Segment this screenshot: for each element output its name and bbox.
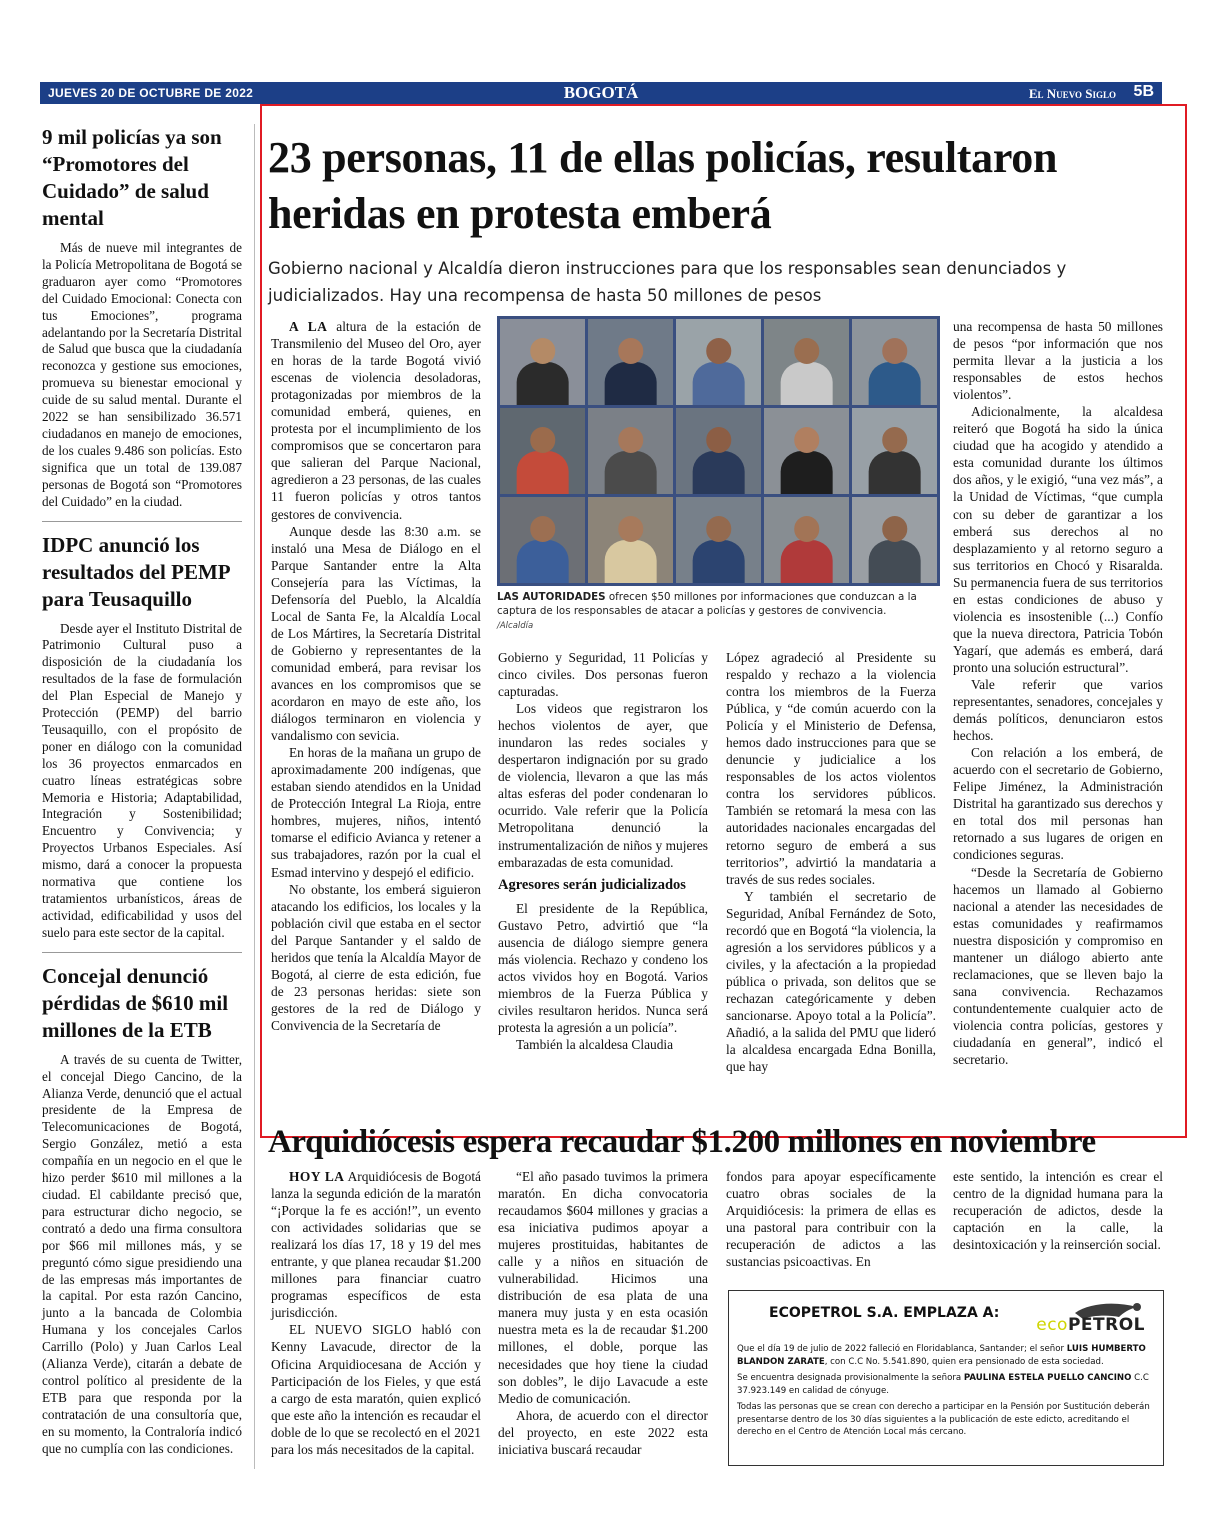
lead-paragraph: una recompensa de hasta 50 millones de pesos “por información que nos permita llevar a la justicia a los responsables de estos hechos violentos”.: [953, 319, 1163, 403]
photo-cell: [588, 319, 673, 405]
photo-cell: [500, 319, 585, 405]
lead-paragraph: En horas de la mañana un grupo de aproximadamente 200 indígenas, que estaban siendo atendidos en la Unidad de Protección Integral La Rioja, entre hombres, mujeres, niños, intentó tomarse el edificio Avianca y retener a sus trabajadores, razón por la cual el Esmad intervino y despejó el edificio.: [271, 745, 481, 880]
lead-paragraph: Vale referir que varios representantes, senadores, concejales y demás políticos, denunciaron estos hechos.: [953, 676, 1163, 744]
photo-cell: [852, 497, 937, 583]
brief-divider: [42, 952, 242, 953]
photo-credit: /Alcaldía: [497, 621, 534, 631]
story2-paragraph: Ahora, de acuerdo con el director del proyecto, en este 2022 esta iniciativa buscará recaudar: [498, 1407, 708, 1457]
lead-paragraph: Gobierno y Seguridad, 11 Policías y cinco civiles. Dos personas fueron capturadas.: [498, 650, 708, 700]
photo-cell: [852, 319, 937, 405]
photo-cell: [676, 497, 761, 583]
brief-title: 9 mil policías ya son “Promotores del Cuidado” de salud mental: [42, 125, 222, 230]
lead-column-1: [271, 318, 481, 1034]
photo-cell: [852, 408, 937, 494]
lead-kicker: A LA: [289, 319, 328, 334]
lead-paragraph: El presidente de la República, Gustavo Petro, advirtió que “la ausencia de diálogo siempre genera más violencia. Rechazo y condeno los actos vividos hoy en Bogotá. Varios miembros de la Fuerza Pública y civiles resultaron heridos. Nunca será protesta la agresión a un policía”.: [498, 900, 708, 1035]
photo-cell: [676, 408, 761, 494]
photo-cell: [588, 497, 673, 583]
page-number: 5B: [1133, 83, 1154, 100]
story2-column-3: [726, 1168, 936, 1270]
newspaper-brand: El Nuevo Siglo: [1028, 86, 1116, 101]
story2-paragraph: HOY LA Arquidiócesis de Bogotá lanza la segunda edición de la maratón “¡Porque la fe es acción!”, un evento con actividades solidarias que se realizará los días 17, 18 y 19 del mes entrante, y que planea recaudar $1.200 millones para financiar cuatro programas específicos de esta jurisdicción.: [271, 1169, 481, 1321]
caption-text: ofrecen $50 millones por informaciones que conduzcan a la captura de los responsables de atacar a policías y gestores de convivencia.: [497, 591, 917, 617]
story2-column-4: [953, 1168, 1163, 1253]
column-divider: [254, 124, 255, 1469]
issue-date: JUEVES 20 DE OCTUBRE DE 2022: [48, 86, 254, 100]
lead-paragraph: López agradeció al Presidente su respaldo y rechazo a la violencia contra los miembros de la Fuerza Pública, y “de común acuerdo con la Policía y el Ministerio de Defensa, hemos dado instrucciones para que se denuncie y judicialice a los responsables de los actos violentos contra los servidores públicos. También se retomará la mesa con las autoridades nacionales encargadas del retorno seguro de emberá a sus territorios”, advirtió la mandataria a través de sus redes sociales.: [726, 650, 936, 887]
lead-paragraph: Adicionalmente, la alcaldesa reiteró que Bogotá ha sido la única ciudad que ha acogido y atendido a esta comunidad durante los últimos dos años, y le exigió, “una vez más”, a la Unidad de Víctimas, “que cumpla con su deber de garantizar a los emberá sus derechos al no desplazamiento y al retorno seguro a sus territorios en Chocó y Risaralda. Su permanencia fuera de sus territorios en estas condiciones de abuso y violencia es insostenible (...) Confío que la nueva directora, Patricia Tobón Yagarí, que además es emberá, dará pronto una solución estructural”.: [953, 404, 1163, 675]
story2-column-1: [271, 1168, 481, 1458]
lead-paragraph: “Desde la Secretaría de Gobierno hacemos un llamado al Gobierno nacional a atender las necesidades de estas comunidades y reafirmamos nuestra disposición y compromiso en mantener un diálogo abierto ante reclamaciones, que se lleven bajo la sana convivencia. Rechazamos contundentemente cualquier acto de violencia contra policías, gestores y ciudadanía en general”, indicó el secretario.: [953, 864, 1163, 1068]
lead-paragraph: También la alcaldesa Claudia: [516, 1036, 674, 1052]
notice-paragraph: Se encuentra designada provisionalmente la señora PAULINA ESTELA PUELLO CANCINO C.C 37.923.149 en calidad de cónyuge.: [737, 1373, 1149, 1396]
brief-policias: [42, 124, 242, 511]
notice-paragraph: Que el día 19 de julio de 2022 falleció en Floridablanca, Santander; el señor LUIS HUMBERTO BLANDON ZARATE, con C.C No. 5.541.890, quien era pensionado de esta sociedad.: [737, 1344, 1146, 1367]
brief-idpc: [42, 532, 242, 942]
notice-paragraph: Todas las personas que se crean con derecho a participar en la Pensión por Sustitución deberán presentarse dentro de los 30 días siguientes a la publicación de este edicto, acreditando el derecho en el Centro de Atención Local más cercano.: [737, 1402, 1150, 1437]
brief-text: Más de nueve mil integrantes de la Policía Metropolitana de Bogotá se graduaron ayer como “Promotores del Cuidado Emocional: Conecta con tus Emociones”, programa adelantando por la Secretaría Distrital de Salud que busca que la ciudadanía reconozca y gestione sus emociones, promueva su bienestar emocional y cuide de su salud mental. Durante el 2022 se han sensibilizado 36.571 ciudadanos en manejo de emociones, de los cuales 9.486 son policías. Esto significa que un total de 139.087 personas de Bogotá son “Promotores del Cuidado” en la ciudad.: [42, 240, 242, 509]
page-header: [40, 82, 1162, 104]
photo-caption: [497, 590, 942, 633]
brief-etb: [42, 963, 242, 1458]
photo-cell: [764, 497, 849, 583]
photo-cell: [676, 319, 761, 405]
brief-title: IDPC anunció los resultados del PEMP para Teusaquillo: [42, 532, 230, 611]
deceased-name: LUIS HUMBERTO BLANDON ZARATE: [737, 1344, 1146, 1367]
brief-title: Concejal denunció pérdidas de $610 mil millones de la ETB: [42, 963, 229, 1042]
photo-cell: [764, 408, 849, 494]
story2-paragraph: este sentido, la intención es crear el centro de la dignidad humana para la recuperación de adictos, desde la captación en la calle, la desintoxicación y la reinserción social.: [953, 1169, 1163, 1253]
lead-paragraph: Los videos que registraron los hechos violentos de ayer, que inundaron las redes sociales y despertaron indignación por su grado de violencia, llevaron a que las más altas esferas del poder condenaran lo ocurrido. Vale referir que la Policía Metropolitana denunció la instrumentalización de niños y mujeres embarazadas de esta comunidad.: [498, 701, 708, 870]
ecopetrol-notice: [728, 1290, 1164, 1466]
lead-paragraph: A LA altura de la estación de Transmilenio del Museo del Oro, ayer en horas de la tarde Bogotá vivió escenas de violencia desoladoras, protagonizadas por miembros de la comunidad emberá, quienes, en protesta por el incumplimiento de los compromisos que se concertaron para que salieran del Parque Nacional, agredieron a 23 personas, de las cuales 11 fueron policías y otros tantos gestores de convivencia.: [271, 319, 481, 522]
lead-paragraph: No obstante, los emberá siguieron atacando los edificios, los locales y la población civil que estaba en el sector del Parque Santander y el saldo de heridos que tenía la Alcaldía Mayor de Bogotá, al cierre de esta edición, fue de 23 personas heridas: siete son gestores de la red de Diálogo y Convivencia de la Secretaría de: [271, 881, 481, 1033]
lead-paragraph: Y también el secretario de Seguridad, Aníbal Fernández de Soto, recordó que en Bogotá “la violencia, la agresión a los servidores públicos y a civiles, y la afectación a la propiedad pública o privada, son delitos que se rechazan categóricamente y deben sancionarse. Apoyo total a la Policía”. Añadió, a la salida del PMU que lideró la alcaldesa encargada Edna Bonilla, que hay: [726, 888, 936, 1075]
notice-title: ECOPETROL S.A. EMPLAZA A:: [769, 1305, 1000, 1321]
lead-subheadline: Gobierno nacional y Alcaldía dieron instrucciones para que los responsables sean denunciados y judicializados. Hay una recompensa de hasta 50 millones de pesos: [268, 259, 1067, 305]
designee-name: PAULINA ESTELA PUELLO CANCINO: [963, 1373, 1132, 1383]
story2-column-2: [498, 1168, 708, 1458]
brief-divider: [42, 521, 242, 522]
notice-body: [737, 1343, 1155, 1443]
photo-cell: [588, 408, 673, 494]
photo-cell: [764, 319, 849, 405]
story2-paragraph: EL NUEVO SIGLO habló con Kenny Lavacude, director de la Oficina Arquidiocesana de Acción y Participación de los Fieles, y que está a cargo de esta maratón, quien explicó que este año la intención es recaudar el doble de lo que se recolectó en el 2021 para los más necesitados de la capital.: [271, 1322, 481, 1457]
section-name: BOGOTÁ: [563, 83, 639, 102]
lead-headline: 23 personas, 11 de ellas policías, resultaron heridas en protesta emberá: [268, 133, 1058, 238]
lead-paragraph: Con relación a los emberá, de acuerdo con el secretario de Gobierno, Felipe Jiménez, la Administración Distrital ha garantizado sus derechos y en total dos mil personas han retornado a sus lugares de origen en condiciones seguras.: [953, 745, 1163, 863]
story2-headline: Arquidiócesis espera recaudar $1.200 millones en noviembre: [268, 1124, 1096, 1160]
lead-column-2: [498, 649, 708, 1053]
brief-text: Desde ayer el Instituto Distrital de Patrimonio Cultural puso a disposición de la ciudadanía los resultados de la fase de formulación del Plan Especial de Manejo y Protección (PEMP) del barrio Teusaquillo, con el propósito de poner en diálogo con la comunidad los 36 proyectos enmarcados en cuatro líneas estratégicas sobre Memoria e Historia; Adaptabilidad, Integración y Sostenibilidad; Encuentro y Convivencia; y Proyectos Urbanos Especiales. Así mismo, dará a conocer la propuesta normativa que contiene los tratamientos urbanísticos, áreas de actividad, edificabilidad y usos del suelo para este sector de la capital.: [42, 620, 242, 940]
left-briefs-column: [42, 124, 242, 1457]
caption-lead: LAS AUTORIDADES: [497, 591, 606, 603]
lead-subhead: Agresores serán judicializados: [498, 876, 686, 893]
story2-paragraph: fondos para apoyar específicamente cuatro obras sociales de la Arquidiócesis: la primera de ellas es una pastoral para contribuir con la recuperación de adictos a las sustancias psicoactivas. En: [726, 1169, 936, 1270]
story2-kicker: HOY LA: [289, 1169, 345, 1184]
lead-paragraph: Aunque desde las 8:30 a.m. se instaló una Mesa de Diálogo en el Parque Santander entre la Alta Consejería para las Víctimas, la Defensoría del Pueblo, la Alcaldía Local de Santa Fe, la Alcaldía Local de Los Mártires, la Secretaría Distrital de Gobierno y representantes de la comunidad emberá, para revisar los avances en los compromisos que se acordaron en mayo de este año, los diálogos terminaron en violencia y vandalismo con sevicia.: [271, 523, 481, 744]
suspects-photo-grid: [497, 316, 940, 586]
lead-column-4: [953, 318, 1163, 1068]
photo-cell: [500, 497, 585, 583]
ecopetrol-logo-text: ecoPETROL: [1036, 1315, 1145, 1335]
photo-cell: [500, 408, 585, 494]
brief-text: A través de su cuenta de Twitter, el concejal Diego Cancino, de la Alianza Verde, denunció que el actual presidente de la Empresa de Telecomunicaciones de Bogotá, Sergio González, metió a esta compañía en un negocio en el que le hizo perder $610 mil millones a la ciudad. El cabildante precisó que, para estructurar dicho negocio, se contrató a dedo una firma consultora por $66 mil millones más, y se preguntó cómo sigue presidiendo una de las empresas más importantes de la capital. Por esta razón Cancino, junto a la bancada de Colombia Humana y los concejales Carlos Carrillo (Polo) y Juan Carlos Leal (Alianza Verde), citarán a debate de control político al presidente de la ETB para que responda por la contratación de una consultoría que, en su momento, la Contraloría indicó que no cumplía con las condiciones.: [42, 1051, 242, 1456]
lead-column-3: [726, 649, 936, 1075]
story2-paragraph: “El año pasado tuvimos la primera maratón. En dicha convocatoria recaudamos $604 millones y gracias a esa iniciativa pudimos apoyar a mujeres prostituidas, habitantes de calle y a niños en situación de vulnerabilidad. Hicimos una distribución de esa plata de una manera muy justa y en esta ocasión nuestra meta es la de recaudar $1.200 millones, el doble, porque las necesidades que hoy tiene la ciudad son dobles”, le dijo Lavacude a este Medio de comunicación.: [498, 1169, 708, 1406]
